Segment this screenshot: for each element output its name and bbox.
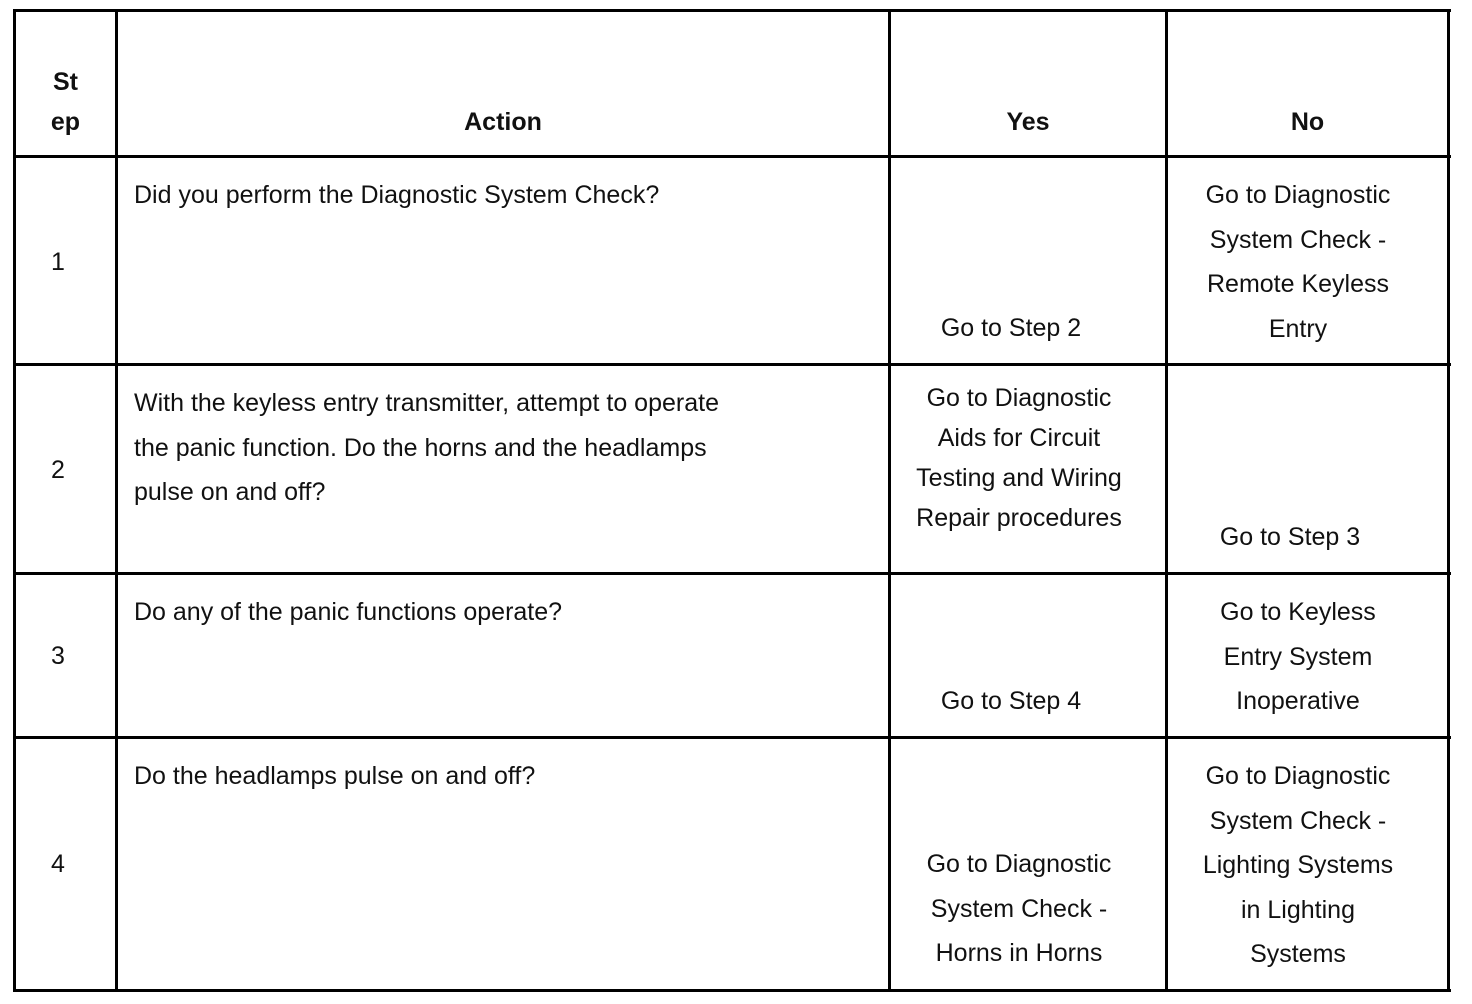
row-divider [13,736,1451,739]
row-4-yes: Go to Diagnostic System Check - Horns in Horns [926,850,1112,967]
row-3-yes: Go to Step 4 [940,687,1082,715]
row-4-no: Go to Diagnostic System Check - Lighting Systems in Lighting Systems [1202,762,1394,968]
row-2-yes: Go to Diagnostic Aids for Circuit Testing and Wiring Repair procedures [916,384,1122,532]
row-1-no: Go to Diagnostic System Check - Remote Keyless Entry [1205,181,1391,343]
header-no: No [1290,108,1325,136]
row-1-step: 1 [51,248,65,276]
row-3-no: Go to Keyless Entry System Inoperative [1220,598,1376,715]
row-divider [13,363,1451,366]
row-3-step: 3 [51,642,65,670]
table-border-bottom [13,989,1451,992]
row-3-action: Do any of the panic functions operate? [134,598,563,626]
row-1-action: Did you perform the Diagnostic System Check? [134,181,660,209]
header-divider [13,155,1451,158]
row-4-action: Do the headlamps pulse on and off? [134,762,536,790]
row-2-action: With the keyless entry transmitter, attempt to operate the panic function. Do the horns and the headlamps pulse on and off? [134,389,719,506]
row-divider [13,572,1451,575]
header-step: St ep [50,68,81,136]
table-border-right [1447,9,1450,992]
header-action: Action [464,108,542,136]
row-2-no: Go to Step 3 [1219,523,1361,551]
row-1-yes: Go to Step 2 [940,314,1082,342]
column-divider [115,9,118,992]
row-4-step: 4 [51,850,65,878]
table-border-top [13,9,1451,12]
row-2-step: 2 [51,456,65,484]
header-yes: Yes [1006,108,1050,136]
